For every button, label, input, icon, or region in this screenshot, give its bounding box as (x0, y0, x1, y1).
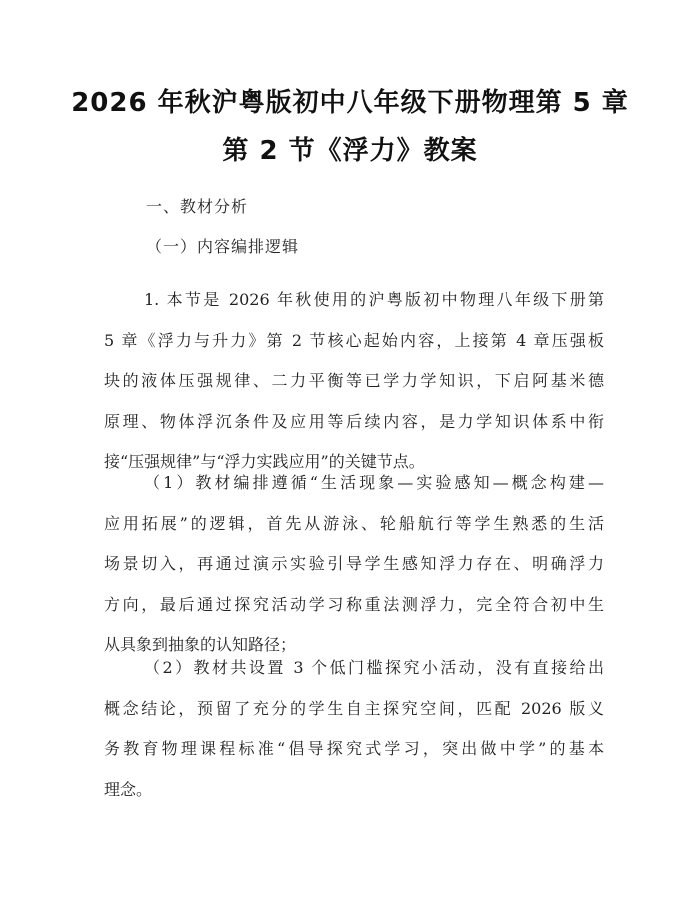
paragraph-line: 务教育物理课程标准“倡导探究式学习，突出做中学”的基本 (104, 739, 604, 758)
paragraph-line: 5 章《浮力与升力》第 2 节核心起始内容，上接第 4 章压强板 (104, 330, 604, 350)
paragraph-3 (104, 648, 604, 810)
paragraph-1 (104, 280, 604, 483)
paragraph-line: 原理、物体浮沉条件及应用等后续内容，是力学知识体系中衔 (104, 411, 604, 431)
paragraph-line: 应用拓展”的逻辑，首先从游泳、轮船航行等学生熟悉的生活 (104, 513, 604, 533)
subsection-heading: （一）内容编排逻辑 (146, 237, 300, 256)
document-title-line-2: 第 2 节《浮力》教案 (222, 136, 478, 166)
document-title-line-1: 2026 年秋沪粤版初中八年级下册物理第 5 章 (71, 88, 629, 118)
paragraph-line: 方向，最后通过探究活动学习称重法测浮力，完全符合初中生 (104, 594, 604, 614)
paragraph-line: （1）教材编排遵循“生活现象—实验感知—概念构建— (144, 473, 604, 492)
paragraph-line: 概念结论，预留了充分的学生自主探究空间，匹配 2026 版义 (104, 698, 604, 718)
paragraph-line: 1. 本节是 2026 年秋使用的沪粤版初中物理八年级下册第 (144, 290, 604, 309)
paragraph-line: 块的液体压强规律、二力平衡等已学力学知识，下启阿基米德 (104, 371, 604, 390)
section-heading: 一、教材分析 (146, 197, 249, 216)
paragraph-line: 从具象到抽象的认知路径； (104, 635, 297, 654)
paragraph-line: 理念。 (104, 779, 153, 799)
paragraph-line: 场景切入，再通过演示实验引导学生感知浮力存在、明确浮力 (104, 554, 604, 573)
paragraph-line: 接“压强规律”与“浮力实践应用”的关键节点。 (104, 452, 425, 471)
paragraph-line: （2）教材共设置 3 个低门槛探究小活动，没有直接给出 (144, 658, 604, 677)
paragraph-2 (104, 463, 604, 666)
